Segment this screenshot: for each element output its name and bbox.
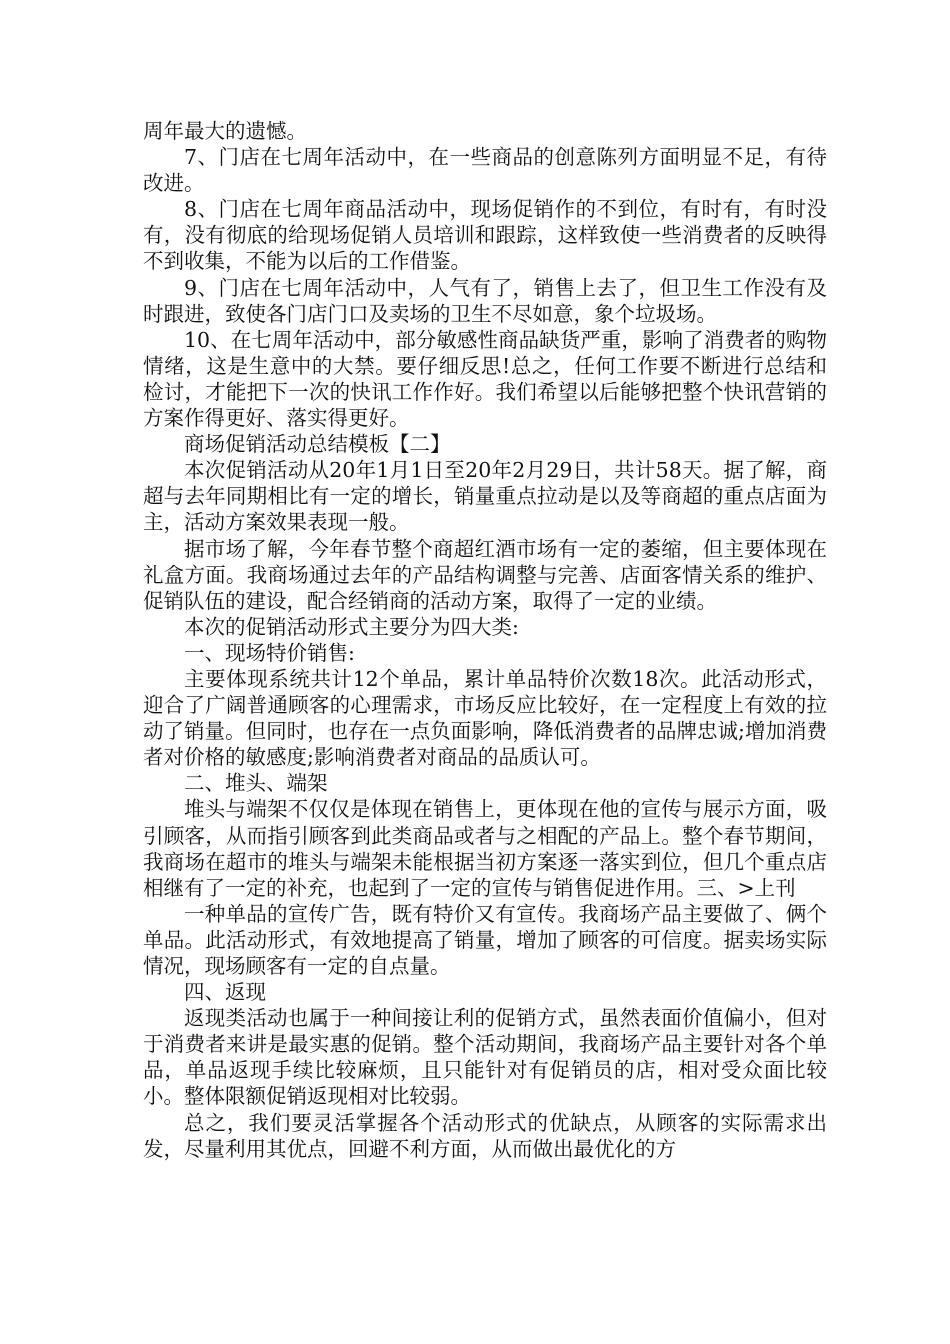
subheading-4: 四、返现 [184, 980, 266, 1005]
paragraph-4: 9、门店在七周年活动中，人气有了，销售上去了，但卫生工作没有及时跟进，致使各门店门口及卖场的卫生不尽如意，象个垃圾场。 [143, 275, 827, 326]
subheading-2: 二、堆头、端架 [184, 771, 328, 796]
paragraph-11: 主要体现系统共计12个单品，累计单品特价次数18次。此活动形式，迎合了广阔普通顾客的心理需求，市场反应比较好，在一定程度上有效的拉动了销量。但同时，也存在一点负面影响，降低消费者的品牌忠诚;增加消费者对价格的敏感度;影响消费者对商品的品质认可。 [143, 666, 827, 770]
paragraph-3: 8、门店在七周年商品活动中，现场促销作的不到位，有时有，有时没有，没有彻底的给现场促销人员培训和跟踪，这样致使一些消费者的反映得不到收集，不能为以后的工作借鉴。 [143, 197, 827, 274]
section-heading: 商场促销活动总结模板【二】 [184, 432, 451, 457]
paragraph-9: 本次的促销活动形式主要分为四大类: [184, 614, 519, 639]
subheading-1: 一、现场特价销售: [184, 640, 355, 665]
paragraph-8: 据市场了解，今年春节整个商超红酒市场有一定的萎缩，但主要体现在礼盒方面。我商场通过去年的产品结构调整与完善、店面客情关系的维护、促销队伍的建设，配合经销商的活动方案，取得了一定的业绩。 [143, 536, 827, 613]
paragraph-13: 堆头与端架不仅仅是体现在销售上，更体现在他的宣传与展示方面，吸引顾客，从而指引顾客到此类商品或者与之相配的产品上。整个春节期间，我商场在超市的堆头与端架未能根据当初方案逐一落实到位，但几个重点店相继有了一定的补充，也起到了一定的宣传与销售促进作用。三、>上刊 [143, 797, 827, 900]
paragraph-17: 总之，我们要灵活掌握各个活动形式的优缺点，从顾客的实际需求出发，尽量利用其优点，回避不利方面，从而做出最优化的方 [143, 1110, 827, 1161]
paragraph-16: 返现类活动也属于一种间接让利的促销方式，虽然表面价值偏小，但对于消费者来讲是最实惠的促销。整个活动期间，我商场产品主要针对各个单品，单品返现手续比较麻烦，且只能针对有促销员的店，相对受众面比较小。整体限额促销返现相对比较弱。 [143, 1006, 827, 1109]
paragraph-7: 本次促销活动从20年1月1日至20年2月29日，共计58天。据了解，商超与去年同期相比有一定的增长，销量重点拉动是以及等商超的重点店面为主，活动方案效果表现一般。 [143, 458, 827, 535]
paragraph-14: 一种单品的宣传广告，既有特价又有宣传。我商场产品主要做了、俩个单品。此活动形式，有效地提高了销量，增加了顾客的可信度。据卖场实际情况，现场顾客有一定的自点量。 [143, 901, 827, 978]
paragraph-5: 10、在七周年活动中，部分敏感性商品缺货严重，影响了消费者的购物情绪，这是生意中的大禁。要仔细反思!总之，任何工作要不断进行总结和检讨，才能把下一次的快讯工作作好。我们希望以后能够把整个快讯营销的方案作得更好、落实得更好。 [143, 327, 827, 431]
paragraph-2: 7、门店在七周年活动中，在一些商品的创意陈列方面明显不足，有待改进。 [143, 145, 827, 196]
paragraph-1: 周年最大的遗憾。 [143, 119, 307, 143]
document-body [143, 118, 827, 1162]
